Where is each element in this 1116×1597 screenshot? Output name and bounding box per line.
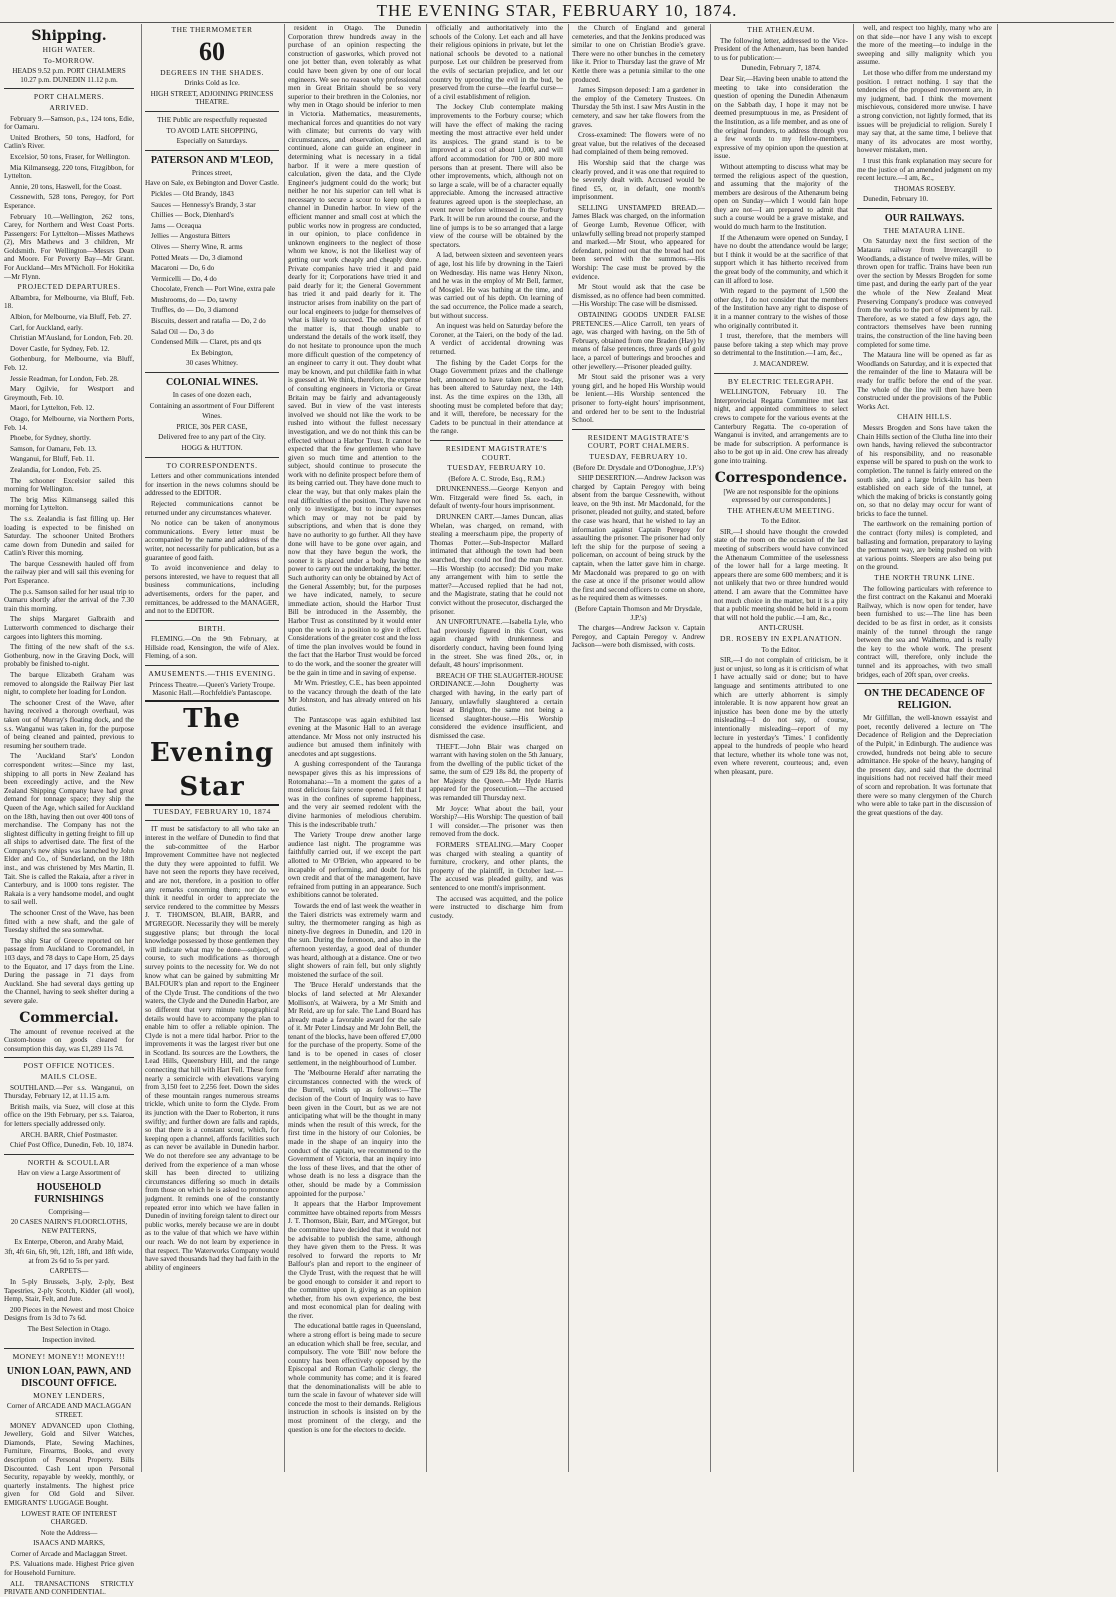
thermometer-title: THE THERMOMETER <box>171 25 253 34</box>
letter-paragraph: Let those who differ from me understand my position. I retract nothing. I say that the tendencies of the proposed movement are, in my judgment, bad. I think the movement mischievous, considered more unwise. I have a strong conviction, not lightly formed, that its issues will be prejudicial to religion. Surely I may say that, at the same time, I believe that many of its advocates are most worthy, however mistaken, men. <box>857 68 993 155</box>
union-loan-heading: UNION LOAN, PAWN, AND DISCOUNT OFFICE. <box>6 1365 132 1389</box>
article-paragraph: Mr Stout would ask that the case be dismissed, as no offence had been committed.—His Worship: The case will be dismissed. <box>572 283 705 309</box>
household-heading: HOUSEHOLD FURNISHINGS <box>34 1181 104 1205</box>
article-paragraph: The 'Bruce Herald' understands that the blocks of land selected at Mr Alexander Mollison's, at Waiwera, by a Mr Smith and Mr Reid, are up for sale. The Land Board has already made a favorable award for the sale of it. Mr Peter Lindsay and Mr John Bell, the tenant of the blocks, have been offered £7,000 for the purchase of the property. Some of the land is to be opened in cases of closer settlement, in the neighbourhood of Lumber. <box>288 981 421 1067</box>
ad-line: ISAACS AND MARKS, <box>33 1539 105 1548</box>
post-signature: ARCH. BARR, Chief Postmaster. <box>20 1130 118 1139</box>
decadence-heading: ON THE DECADENCE OF RELIGION. <box>864 688 985 712</box>
to-editor: To the Editor. <box>761 517 801 526</box>
ad-line: In 5-ply Brussels, 3-ply, 2-ply, Best Tapestries, 2-ply Scotch, Kidder (all wool), Hemp, Stair, Felt, and Jute. <box>4 1278 134 1304</box>
north-scoullar-title: NORTH & SCOULLAR <box>27 1157 111 1167</box>
wines-line: Containing an assortment of Four Different <box>149 401 275 410</box>
rm-court-date: TUESDAY, FEBRUARY 10. <box>447 463 546 473</box>
article-paragraph: The Jockey Club contemplate making improvements to the Forbury course; which will have the effect of making the racing meeting the most attractive ever held under its auspices. The grand stand is to be improved at a cost of about 1,000, and will afford accommodation for 700 or 800 more persons than at present. There will also be other improvements, which, although not on so large a scale, will be of a character equally appreciable. Among the increased attractive features agreed upon is the steeplechase, an event never before witnessed in the Forbury Park. It will be run around the course, and the line of jumps is to be so arranged that a large view of the course will be obtained by the spectators. <box>430 103 563 249</box>
letter-paragraph: SIR,—I should have thought the crowded state of the room on the occasion of the last meeting of subscribers would have convinced the Athenæum Committee of the uselessness of the lower hall for a large meeting. It appears there are some 600 members; and it is not unlikely that two or three hundred would attend. I am aware that the Committee have not much choice in the matter, but it is a pity that a public meeting should be held in a room that will not hold the public.—I am, &c., <box>714 527 848 622</box>
letter-paragraph: Dear Sir,—Having been unable to attend the meeting to take into consideration the question of opening the Dunedin Athenæum on the Sabbath day, I hope it may not be deemed presumptuous in me, as President of the Institution, as a life member, and as one of the original founders, to address through you a few words to my fellow-members, expressive of my opinion upon the question at issue. <box>714 74 848 161</box>
port-chalmers-title: PORT CHALMERS. <box>33 92 105 102</box>
article-paragraph: A lad, between sixteen and seventeen years of age, lost his life by drowning in the Taieri on Wednesday. His name was Henry Nixon, and he was in the employ of Mr Bell, farmer, of Mosgiel. He was bathing at the time, and was carried out of his depth. On learning of the sad occurrence, the Police made a search, but without success. <box>430 251 563 320</box>
article-paragraph: The fishing by the Cadet Corps for the Otago Government prizes and the challenge belt, announced to have taken place to-day, has been altered to Saturday next, the 14th inst. As the time expires on the 13th, all shooting must be completed before that day; and it will, therefore, be necessary for the Cadets to be punctual in their attendance at the range. <box>430 358 563 436</box>
high-water-title: HIGH WATER. <box>42 45 96 54</box>
paterson-line: Olives — Sherry Wine, R. arms <box>151 242 243 251</box>
commercial-text: The amount of revenue received at the Custom-house on goods cleared for consumption this day, was £1,289 11s 7d. <box>4 1027 134 1053</box>
paterson-heading: PATERSON AND M'LEOD, <box>150 154 274 166</box>
ad-line: ALL TRANSACTIONS STRICTLY PRIVATE AND CONFIDENTIAL. <box>4 1579 134 1597</box>
notice-line: Especially on Saturdays. <box>176 137 248 146</box>
rm-court-before: (Before A. C. Strode, Esq., R.M.) <box>448 474 545 483</box>
shipping-entry: Mia Kilmansegg, 220 tons, Fitzgibbon, for Lyttelton. <box>4 163 134 181</box>
paterson-line: Have on Sale, ex Bebington and Dover Castle. <box>145 179 279 188</box>
divider <box>857 683 992 684</box>
departure-entry: Maori, for Lyttelton, Feb. 12. <box>10 404 95 413</box>
shipping-news: The s.s. Zealandia is fast filling up. Her loading is expected to be finished on Saturday. The schooner United Brothers came down from Dunedin and sailed for Catlin's River this morning. <box>4 514 134 558</box>
shipping-entry: Cessnewith, 528 tons, Peregoy, for Port Esperance. <box>4 193 134 210</box>
divider <box>145 457 279 458</box>
ad-line: CARPETS— <box>49 1267 89 1276</box>
court-case: THEFT.—John Blair was charged on warrant with having stolen on the 5th January, from the dwelling of the public ticket of the same, the sum of £29 18s 8d, the property of her Majesty the Queen.—Mr Hyde Harris appeared for the prosecution.—The accused was remanded till Thursday next. <box>430 742 563 803</box>
wines-line: PRICE, 30s PER CASE, <box>176 422 248 431</box>
ad-line: 3ft, 4ft 6in, 6ft, 9ft, 12ft, 18ft, and 18ft wide, at from 2s 6d to 5s per yard. <box>4 1248 134 1265</box>
shipping-news: The barque Elizabeth Graham was removed to alongside the Railway Pier last night, to complete her loading for London. <box>4 671 134 697</box>
ad-subtitle: Hav on view a Large Assortment of <box>17 1169 121 1178</box>
departure-entry: Otago, for Melbourne, via Northern Ports, Feb. 14. <box>4 414 134 432</box>
letter-signature: J. MACANDREW. <box>753 359 809 368</box>
shipping-news: The barque Cessnewith hauled off from the railway pier and will sail this evening for Port Esperance. <box>4 559 134 586</box>
pc-court-before: (Before Dr. Drysdale and O'Donoghue, J.P.'s) <box>573 463 704 472</box>
ad-line: Note the Address— <box>40 1528 98 1537</box>
railway-paragraph: The Mataura line will be opened as far as Woodlands on Saturday, and it is expected that the remainder of the line to Mataura will be ready for traffic before the end of the year. The whole of the line will then have been constructed under the provisions of the Public Works Act. <box>857 351 992 411</box>
article-paragraph: His Worship said that the charge was clearly proved, and it was one that required to be severely dealt with. Accused would be fined £5, or, in default, one month's imprisonment. <box>572 158 705 202</box>
article-paragraph: resident in Otago. The Dunedin Corporation threw hundreds away in the purchase of an opinion respecting the construction of gasworks, which proved not one jot better than, even tolerably as what could have been given by one of our local engineers. We see no reason why professional men in Great Britain should be so very superior to their brethren in the Colonies, nor why men in Otago should be inferior to men in Victoria. Mathematics, measurements, mechanical forces and quantities do not vary with climate; but currents do vary with circumstances, and observation, close, and continued, alone can guide an engineer in determining what is necessary in a tidal harbor. If it were a mere question of calculation, given the data, and the Clyde Engineer's judgment could do the work; but neither he nor his superior can tell what is necessary to secure a scour to keep open a channel in Dunedin harbor. In view of the efficient manner and small cost at which the public works now in progress are conducted, in our opinion, to place confidence in unknown engineers to the neglect of those whom we know, is not the likeliest way of getting our work cheaply and cheaply done. Private companies have tried it and paid dearly for it; Corporations have tried it and paid dearly for it; the General Government has tried it and paid dearly for it. The instructor arises from inability on the part of our local engineers to judge for themselves of what is likely to succeed. The oddest part of the matter is, that though unable to understand the details of the work itself, they do not hesitate to pronounce upon the much more difficult question of the competency of an engineer to carry it out. They doubt what may be known, and put childlike faith in what is guessed at. We think, therefore, the expense of consulting engineers in Victoria or Great Britain may be fairly and advantageously saved. But in view of the vast interests involved we should not like the work to be rushed into without the fullest necessary investigation, and we do not think this can be effected without a Harbor Trust. It cannot be expected that the few gentlemen who have given so much time and attention to the subject, should continue to prosecute the work with no definite prospect before them of its being carried out. They have done much to clear the way, but that only makes plain the real difficulties of the position. They have not only to investigate, but to incur expenses which may or may not be paid by subscriptions, and when that is done they have no authority to go further. All they have done will have to be gone over again, and now that they have begun the work, the sooner it is placed under a body having the power to carry out the undertaking, the better. Such authority can only be obtained by Act of the General Assembly; but, for the purposes we have indicated, namely, to secure immediate action, should the Harbor Trust Bill be introduced in the Assembly, the Harbor Trust as constituted by it would enter upon the work in a position to give it effect. Considerations of the greater cost and the loss of time the plan involves would be found in the fact that the Harbor Trust would be forced to do the work, and the sooner the greater will be the gain in time and in saving of expense. <box>288 24 421 677</box>
divider <box>145 150 279 151</box>
court-case: DRUNKEN CART.—James Duncan, alias Whelan, was charged, on remand, with stealing a meerschaum pipe, the property of Thomas Potter.—Sub-Inspector Mallard intimated that although the town had been searched, they could not find the man Potter.—His Worship (to accused): Did you make any arrangement with him to settle the matter?—Accused replied that he had not, and the Magistrate, stating that he could not convict without the prosecutor, discharged the prisoner. <box>430 513 563 616</box>
paterson-line: Chocolate, French — Port Wine, extra pale <box>151 285 276 294</box>
wines-line: Wines. <box>202 412 222 421</box>
correspondents-line: To avoid inconvenience and delay to persons interested, we have to request that all business communications, including advertisements, orders for the paper, and remittances, be addressed to the MANAGER, and not to the EDITOR. <box>145 564 279 616</box>
paterson-line: Jellies — Angostura Bitters <box>151 232 231 241</box>
letter-signature: THOMAS ROSEBY. <box>893 184 956 193</box>
wines-line: In cases of one dozen each, <box>172 391 252 400</box>
letter-paragraph: Without attempting to discuss what may be termed the religious aspect of the question, and assuming that the majority of the members are desirous of the Athenæum being open on Sunday—which I would fain hope they are not—I am prepared to admit that such a course would be a grave mistake, and would do much harm to the Institution. <box>714 162 848 232</box>
ad-line: MONEY ADVANCED upon Clothing, Jewellery, Gold and Silver Watches, Diamonds, Plate, Sewing Machines, Furniture, Firearms, Books, and every description of Personal Property. Bills Discounted. Cash Lent upon Personal Security, repayable by weekly, monthly, or quarterly instalments. The highest price given for Old Gold and Silver. EMIGRANTS' LUGGAGE Bought. <box>4 1421 134 1507</box>
letter-dateline: Dunedin, February 7, 1874. <box>741 64 821 73</box>
money-title: MONEY! MONEY!! MONEY!!! <box>12 1352 126 1362</box>
article-paragraph: Mr Stout said the prisoner was a very young girl, and he hoped His Worship would be lenient.—His Worship sentenced the prisoner to forty-eight hours' imprisonment, and ordered her to be sent to the Industrial School. <box>572 373 705 425</box>
shipping-news: The schooner Crest of the Wave, has been fitted with a new shaft, and the gale of Tuesday shifted the sea somewhat. <box>4 909 134 935</box>
railway-paragraph: On Saturday next the first section of the Mataura railway from Invercargill to Woodlands, a distance of twelve miles, will be thrown open for traffic. Trains have been run over the section by Messrs Brogden for some time past, and during the early part of the year the whole of the New Zealand Meat Preserving Company's produce was conveyed from the works to the port of shipment by rail. Therefore, as we stated a few days ago, the contractors themselves have been running trains, the construction of the line having been completed for some time. <box>857 237 992 349</box>
divider <box>4 1154 134 1155</box>
paterson-sub: Princes street, <box>191 168 233 177</box>
divider <box>4 1348 134 1349</box>
issue-date: TUESDAY, FEBRUARY 10, 1874 <box>153 806 271 816</box>
telegraph-heading: BY ELECTRIC TELEGRAPH. <box>727 376 835 386</box>
court-case: AN UNFORTUNATE.—Isabella Lyle, who had previously figured in this Court, was again charged with drunkenness and disorderly conduct, having been found lying in the street. She was fined 20s., or, in default, 48 hours' imprisonment. <box>430 618 563 670</box>
court-case: The accused was acquitted, and the police were instructed to discharge him from custody. <box>430 894 563 920</box>
letter-paragraph: well, and respect too highly, many who are on that side—nor have I any wish to except the more of the meeting—to indulge in the sweeping and silly malignity which you assume. <box>857 24 992 67</box>
correspondents-line: No notice can be taken of anonymous communications. Every letter must be accompanied by the name and address of the writer, not necessarily for publication, but as a guarantee of good faith. <box>145 519 279 562</box>
shipping-news: The brig Miss Kilmansegg sailed this morning for Lyttelton. <box>4 495 134 513</box>
article-paragraph: The educational battle rages in Queensland, where a strong effort is being made to secure an education which shall be free, secular, and compulsory. The vote 'Bill' now before the country has been effectively opposed by the Episcopal and Roman Catholic clergy, the whole community has come; and it is feared that the denominationalists will be able to turn the scale in favour of whatever side will concede the most to their demands. Religious instruction in schools is insisted on by the most prominent of the clergy, and the question is one for the electors to decide. <box>288 1322 421 1434</box>
birth-heading: BIRTH. <box>198 623 226 633</box>
to-editor: To the Editor. <box>761 645 801 654</box>
paterson-line: 30 cases Whitney. <box>186 359 238 368</box>
divider <box>145 820 279 821</box>
shipping-news: The ship Star of Greece reported on her passage from Auckland to Coromandel, in 103 days, and 78 days to Cape Horn, 25 days to the Equator, and 17 days from the Line. During the passage in 71 days from Auckland. She had several days getting up the Channel, having to seek shelter during a severe gale. <box>4 936 134 1005</box>
ad-line: LOWEST RATE OF INTEREST CHARGED. <box>21 1509 117 1527</box>
court-case: SHIP DESERTION.—Andrew Jackson was charged by Captain Peregoy with being absent from the barque Cessnewith, without leave, on the 9th inst. Mr Macdonald, for the prisoner, pleaded not guilty, and stated, before the case was heard, that he wished to lay an information against Captain Peregoy for assaulting the prisoner. The prisoner had only left the ship for the purpose of seeing a policeman, on account of being struck by the captain, when the latter gave him in charge. Mr Macdonald was prepared to go on with the case at once if the prisoner would allow the first and second officers to come on shore, as he required them as witnesses. <box>572 474 705 603</box>
railways-heading: OUR RAILWAYS. <box>884 212 965 224</box>
letter-paragraph: With regard to the payment of 1,500 the other day, I do not consider that the members of the Institution have any right to dispose of it in a manner contrary to the wishes of those who originally contributed it. <box>714 287 848 330</box>
colonial-wines-heading: COLONIAL WINES. <box>165 377 259 389</box>
notice-line: THE Public are respectfully requested <box>157 115 267 124</box>
ad-line: 200 Pieces in the Newest and most Choice Designs from 1s 3d to 7s 6d. <box>4 1305 134 1323</box>
degrees-number: 60 <box>199 36 225 66</box>
ad-line: Inspection invited. <box>42 1335 96 1344</box>
mails-close-label: MAILS CLOSE. <box>40 1071 98 1081</box>
paterson-line: Chillies — Bock, Dienhard's <box>151 211 234 220</box>
mataura-subheading: THE MATAURA LINE. <box>883 225 966 235</box>
divider <box>4 88 134 89</box>
divider <box>4 1057 134 1058</box>
article-paragraph: Towards the end of last week the weather in the Taieri districts was extremely warm and sultry, the thermometer ranging as high as ninety-five degrees in Dunedin, and 120 in the sun. During the forenoon, and also in the afternoon yesterday, a good deal of thunder was heard, although at a distance. One or two slight showers of rain fell, but only slightly moistened the surface of the soil. <box>288 901 421 979</box>
paterson-line: Mushrooms, do — Do, tawny <box>151 295 237 304</box>
article-paragraph: OBTAINING GOODS UNDER FALSE PRETENCES.—Alice Carroll, ten years of age, was charged with having, on the 5th of February, obtained from one Braden (Hay) by means of false pretences, three yards of gold lace, a parcel of butterings and brooches and other jewellery.—Prisoner pleaded guilty. <box>572 311 705 371</box>
article-paragraph: Cross-examined: The flowers were of no great value, but the relatives of the deceased had complained of them being removed. <box>572 131 705 157</box>
drinks-line: Drinks Cold as Ice. <box>184 79 240 88</box>
letter-dateline: Dunedin, February 10. <box>863 195 929 204</box>
departure-entry: Gothenburg, for Melbourne, via Bluff, Feb. 12. <box>4 355 134 372</box>
pc-court-heading: RESIDENT MAGISTRATE'S COURT, PORT CHALMERS. <box>587 432 690 451</box>
shipping-entry: February 10.—Wellington, 262 tons, Carey, for Northern and West Coast Ports. Passengers: For Lyttelton—Misses Mathews (2), Mrs Mathews and 3 children, Mr Goldsmith. For Wellington—Messrs Dean and Moore. For Poverty Bay—Mr Grant. For Auckland—Mrs M'Nicholl. For Hokitika—Mr Flynn. <box>4 212 134 281</box>
departure-entry: Carl, for Auckland, early. <box>10 323 83 332</box>
divider <box>857 208 992 209</box>
shipping-heading: Shipping. <box>31 28 107 44</box>
column-news-3 <box>568 24 708 1472</box>
ad-line: Corner of ARCADE AND MACLAGGAN STREET. <box>6 1402 132 1419</box>
paterson-line: Biscuits, dessert and ratafia — Do, 2 do <box>151 317 266 326</box>
pc-court-date: TUESDAY, FEBRUARY 10. <box>589 451 688 461</box>
paterson-line: Ex Bebington, <box>191 348 233 357</box>
commercial-heading: Commercial. <box>19 1009 119 1026</box>
divider <box>714 373 848 374</box>
telegraph-text: WELLINGTON, February 10. The Interprovincial Regatta Committee met last night, and appointed committees to select crews to compete for the various events at the Canterbury Regatta. The co-operation of Wanganui is invited, and arrangements are to be made for subscription. A performance is also to be got up in aid. One crew has already gone into training. <box>714 388 848 465</box>
correspondents-line: Letters and other communications intended for insertion in the news columns should be addressed to the EDITOR. <box>145 472 279 498</box>
rm-court-heading: RESIDENT MAGISTRATE'S COURT. <box>445 443 548 462</box>
degrees-sub: DEGREES IN THE SHADES. <box>160 67 264 77</box>
court-before: (Before Captain Thomson and Mr Drysdale, J.P.'s) <box>574 605 703 622</box>
column-news-2 <box>426 24 566 1472</box>
wines-line: Delivered free to any part of the City. <box>158 433 266 442</box>
article-paragraph: A gushing correspondent of the Tauranga newspaper gives this as his impressions of Rotomahana:—'In a moment the gates of a most delicious fairy scene opened. I felt that I was in the confines of supreme happiness, and the very air seemed redolent with the divine harmonies of melodious cherubim. This is the indescribable truth.' <box>288 760 421 829</box>
paterson-line: Pickles — Old Brandy, 1843 <box>151 189 234 198</box>
article-paragraph: The Pantascope was again exhibited last evening at the Masonic Hall to an average attendance. Mr Moss not only instructed his audience but amused them infinitely with anecdotes and apt suggestions. <box>288 715 421 758</box>
railway-paragraph: The earthwork on the remaining portion of the contract (forty miles) is completed, and ballasting and formation, preparatory to laying the permanent way, are being pushed on with at various points. Sleepers are also being put on the ground. <box>857 520 992 572</box>
column-news-1 <box>284 24 424 1472</box>
article-paragraph: The 'Melbourne Herald' after narrating the circumstances connected with the wreck of the Burrell, winds up as follows:—'The decision of the Court of Inquiry was to have been given in the Court, but as we are not anticipating what will be the thought in many minds when the result of this wreck, for the first time in the history of our Colonies, be made in the shape of an inquiry into the conduct of the captain, we recommend to the Government of Victoria, that an inquiry into the loss of these lives, and that the other of whose death is no less a disgrace than the other, should be made by a Commission appointed for the purpose.' <box>288 1069 421 1198</box>
ad-line: The Best Selection in Otago. <box>27 1325 111 1333</box>
shipping-entry: Annie, 20 tons, Haswell, for the Coast. <box>10 182 122 191</box>
ad-line: P.S. Valuations made. Highest Price given for Household Furniture. <box>4 1560 134 1578</box>
ad-line: Comprising— <box>48 1207 90 1216</box>
tide-times: HEADS 9.52 p.m. PORT CHALMERS 10.27 p.m. DUNEDIN 11.12 p.m. <box>12 67 126 84</box>
masthead: THE EVENING STAR, FEBRUARY 10, 1874. <box>0 0 1114 23</box>
roseby-heading: DR. ROSEBY IN EXPLANATION. <box>719 634 843 643</box>
divider <box>430 440 563 441</box>
letter-paragraph: I trust this frank explanation may secure for me the justice of an amended judgment on my recent lecture.—I am, &c., <box>857 156 992 183</box>
column-continuation <box>997 24 1116 1472</box>
amusements-heading: AMUSEMENTS.—THIS EVENING. <box>148 669 276 679</box>
paterson-line: Jams — Oceaqua <box>151 221 202 230</box>
correspondents-heading: TO CORRESPONDENTS. <box>166 460 258 470</box>
departure-entry: Mary Ogilvie, for Westport and Greymouth, Feb. 10. <box>4 385 134 402</box>
departure-entry: Albion, for Melbourne, via Bluff, Feb. 27. <box>10 313 132 322</box>
court-case: FORMERS STEALING.—Mary Cooper was charged with stealing a quantity of furniture, crockery, and other plants, the property of the plaintiff, in October last.—The accused was pleaded guilty, and was sentenced to one month's imprisonment. <box>430 841 563 892</box>
divider <box>145 111 279 112</box>
letter-paragraph: I trust, therefore, that the members will pause before taking a step which may prove so detrimental to the Institution.—I am, &c., <box>714 332 848 358</box>
paterson-line: Sauces — Hennessy's Brandy, 3 star <box>151 200 256 209</box>
shipping-news: The p.s. Samson sailed for her usual trip to Oamaru shortly after the arrival of the 7.30 train this morning. <box>4 587 134 613</box>
shipping-news: The schooner Crest of the Wave, after having received a thorough overhaul, was taken out of Murray's floating dock, and the s.s. Wanganui was taken in, for the purpose of being cleaned and painted, previous to resuming her southern trade. <box>4 698 134 750</box>
post-entry: SOUTHLAND.—Per s.s. Wanganui, on Thursday, February 12, at 11.15 a.m. <box>4 1083 134 1101</box>
departure-entry: Phoebe, for Sydney, shortly. <box>10 434 91 443</box>
departure-entry: Dover Castle, for Sydney, Feb. 12. <box>10 344 110 353</box>
paterson-line: Potted Meats — Do, 3 diamond <box>151 253 243 262</box>
departure-entry: Jessie Readman, for London, Feb. 28. <box>10 374 119 383</box>
departure-entry: Wanganui, for Bluff, Feb. 11. <box>10 455 95 464</box>
post-office-title: POST OFFICE NOTICES. <box>23 1061 115 1071</box>
article-paragraph: officially and authoritatively into the schools of the Colony. Let each and all have their religious opinions in private, but let the national schools be devoted to a national purpose. Let our children be preserved from the evils of sectarian prejudice, and let our country by uprooting the evil in the bud, be preserved from the curse—the fearful curse—of a civil establishment of religion. <box>430 24 563 101</box>
article-paragraph: Mr Wm. Priestley, C.E., has been appointed to the vacancy through the death of the late Mr Johnston, and has already entered on his duties. <box>288 679 421 713</box>
article-paragraph: The Variety Troupe drew another large audience last night. The programme was faithfully carried out, if we except the part allotted to Mr O'Brien, who appeared to be incapable of performing, and doubt for his own credit and that of the management, have refrained from putting in an appearance. Such exhibitions cannot be tolerated. <box>288 831 421 900</box>
hotel-line: HIGH STREET, ADJOINING PRINCESS THEATRE. <box>150 89 274 107</box>
railway-paragraph: Messrs Brogden and Sons have taken the Chain Hills section of the Clutha line into their own hands, having relieved the subcontractor of his responsibility, and no reasonable expense will be spared to push on the work to completion. The tunnel is fairly entered on the south side, and a large brick-kiln has been established on each side of the tunnel, at which the making of bricks is constantly going on, so that no delay may occur for want of bricks to face the tunnel. <box>857 423 992 518</box>
decadence-paragraph: Mr Gilfillan, the well-known essayist and poet, recently delivered a lecture on 'The Decadence of Religion and the Depreciation of the Pulpit,' in Edinburgh. The audience was crowded, hundreds not being able to secure admittance. He spoke of the heavy, hanging of the present day, and said that the doctrinal inquisitions had not received half their meed of scorn and reprobation. It was fortunate that there were so many clergymen of the Church who were able to take part in the discussion of the great questions of the day. <box>857 714 992 817</box>
article-paragraph: James Simpson deposed: I am a gardener in the employ of the Cemetery Trustees. On Thursday the 5th inst. I saw Mrs Austin in the cemetery, and saw her take flowers from the graves. <box>572 86 705 129</box>
ad-line: Ex Enterpe, Oberon, and Araby Maid, <box>14 1237 124 1246</box>
athenaeum-meeting-heading: THE ATHENÆUM MEETING. <box>727 505 835 515</box>
paterson-line: Salad Oil — Do, 3 do <box>151 327 214 336</box>
shipping-news: The schooner Excelsior sailed this morning for Wellington. <box>4 476 134 494</box>
columns <box>4 24 1112 1597</box>
letter-signature: ANTI-CRUSH. <box>758 624 804 633</box>
column-shipping <box>4 24 137 1597</box>
shipping-news: The 'Auckland Star's' London correspondent writes:—Since my last, shipping to all ports in New Zealand has been exceedingly active, and the New Zealand Shipping Company have had great demand for tonnage space; they ship the Queen of the Age, which sailed for Auckland on the 18th, having then out over 400 tons of merchandise. The Company has not the slightest difficulty in getting freight to fill up all ships to advertised date. The first of the Company's new ships was launched by John Elder and Co., of Sunderland, on the 18th inst., and was christened by Mrs Martin, Il. Tait. She is called the Rakaia, after a river in Canterbury, and is 1000 tons register. The Rakaia is a very handsome model, and ought to sail well. <box>4 752 134 907</box>
paterson-line: Vermicelli — Do, 4 do <box>151 274 217 283</box>
notice-line: TO AVOID LATE SHOPPING, <box>166 126 258 135</box>
north-trunk-subheading: THE NORTH TRUNK LINE. <box>874 573 975 583</box>
amusements-text: Princess Theatre.—Queen's Variety Troupe. Masonic Hall.—Rochfeldie's Pantascope. <box>149 680 275 698</box>
paterson-line: Truffles, do — Do, 3 diamond <box>151 306 239 315</box>
correspondence-note: [We are not responsible for the opinions expressed by our correspondents.] <box>723 487 839 505</box>
birth-text: FLEMING.—On the 9th February, at Hillside road, Kensington, the wife of Alex. Fleming, of a son. <box>145 635 279 661</box>
money-lenders: MONEY LENDERS, <box>33 1390 105 1400</box>
article-paragraph: the Church of England and general cemeteries, and that the Jenkins produced was similar to one on Christian Brodie's grave. There were no other bunches in the cemetery like it. Prior to Thursday last the grave of Mr Kettle there was a petunia similar to the one produced. <box>572 24 705 84</box>
shipping-news: The fitting of the new shaft of the s.s. Gothenburg, now in the Graving Dock, will probably be finished to-night. <box>4 643 134 669</box>
departure-entry: Samson, for Oamaru, Feb. 13. <box>10 444 97 453</box>
projected-departures-title: PROJECTED DEPARTURES. <box>17 282 121 292</box>
ad-line: Corner of Arcade and Maclaggan Street. <box>10 1549 128 1558</box>
article-paragraph: An inquest was held on Saturday before the Coroner, at the Taieri, on the body of the lad. A verdict of accidental drowning was returned. <box>430 322 563 356</box>
leader-article: IT must be satisfactory to all who take an interest in the welfare of Dunedin to find that the sub-committee of the Harbor Improvement Committee have not neglected the duty they were appointed to fulfil. We have not seen the reports they have received, and are not, therefore, in a position to offer any remarks concerning them; nor do we think it needful in order to appreciate the service rendered to the committee by Messrs J. T. THOMSON, BLAIR, BARR, and M'GREGOR. Necessarily they will be merely suggestive plans; but through the local knowledge possessed by those gentlemen they will indicate what may be done—subject, of course, to such modifications as thorough survey points to the necessity for. We do not know what can be gained by submitting Mr BALFOUR's plan and report to the Engineer of the Clyde Trust. The conditions of the two waters, the Clyde and the Dunedin Harbor, are so different that very minute topographical details would have to accompany the plan to enable him to offer a reliable opinion. The Clyde is not a mere tidal harbor. Prior to the improvements it was the largest river but one in Scotland. Its sources are the Lowthers, the Lead Hills, Queensbury Hill, and the range connecting that hill with Hart Fell. These form nearly a semicircle with elevations varying from 3,150 feet to 2,256 feet. Down the sides of these mountain ranges numerous streams trickle, which unite to form the Clyde. From its junction with the Daer to Roberton, it runs swiftly; and further down are falls and rapids, so that there is a constant scour, which, for keeping open a channel, affords facilities such as can never be available in Dunedin harbor. We do not therefore see any advantage to be derived from the experience of a man whose skill has been directed to utilizing circumstances differing so much in details from those on which he is asked to pronounce judgment. It reminds one of the constantly repeated error into which we have fallen in Dunedin of inviting foreign talent to direct our public works, merely because we are in doubt as to the value of that which we have within our reach. We do not learn by experience in that respect. The Waterworks Company would have saved thousands had they had faith in the ability of engineers <box>145 825 280 1272</box>
evening-star-banner: The Evening Star <box>145 700 279 806</box>
divider <box>145 665 279 666</box>
departure-entry: Zealandia, for London, Feb. 25. <box>10 465 102 474</box>
paterson-line: Macaroni — Do, 6 do <box>151 264 215 273</box>
departure-entry: Christian M'Ausland, for London, Feb. 20. <box>10 334 133 343</box>
letter-paragraph: The following letter, addressed to the Vice-President of the Athenæum, has been handed to us for publication:— <box>714 36 848 62</box>
railway-paragraph: The following particulars with reference to the first contract on the Kakanui and Moeraki Railway, which is now open for tender, have been furnished to us:—The line has been decided to be as first in order, as it consists mainly of the tunnel through the range between the sea and Waihemo, and is really the key to the whole work. The present contract will, therefore, only include the tunnel and its approaches, with two small bridges, each of 20ft span, over creeks. <box>857 584 992 679</box>
court-case: BREACH OF THE SLAUGHTER-HOUSE ORDINANCE.—John Dougherty was charged with having, in the early part of January, unlawfully slaughtered a certain beast at Brighton, the same not being a licensed slaughter-house.—His Worship considered the evidence insufficient, and dismissed the case. <box>430 671 563 740</box>
shipping-entry: United Brothers, 50 tons, Hadford, for Catlin's River. <box>4 133 134 151</box>
departure-entry: Albambra, for Melbourne, via Bluff, Feb. 18. <box>4 293 134 311</box>
article-paragraph: It appears that the Harbor Improvement committee have obtained reports from Messrs J. T. Thomson, Blair, Barr, and M'Gregor, but the committee have decided that it would not be advisable to publish the same, although they have given them to the Press. It was resolved to forward the reports to Mr Balfour's plan and report to the engineer of the Clyde Trust, with the request that he will be good enough to consider it and report to the committee upon it, giving as an opinion whether, from his own experience, the best and most economical plan for dealing with the river. <box>288 1200 421 1320</box>
article-paragraph: SELLING UNSTAMPED BREAD.—James Black was charged, on the information of George Lumb, Revenue Officer, with unlawfully selling bread not properly stamped and marked.—Mr Stout, who appeared for defendant, pointed out that the bread had not been served with the summons.—His Worship: The case must be proved by the evidence. <box>572 203 705 281</box>
column-athenaeum <box>710 24 851 1472</box>
column-ads-leader <box>141 24 282 1472</box>
post-entry: British mails, via Suez, will close at this office on the 19th February, per s.s. Taiaroa, for letters specially addressed only. <box>4 1102 134 1128</box>
athenaeum-heading: THE ATHENÆUM. <box>747 25 815 34</box>
chain-hills-subheading: CHAIN HILLS. <box>897 412 952 422</box>
divider <box>145 620 279 621</box>
letter-paragraph: SIR,—I do not complain of criticism, be it just or unjust, so long as it is criticism of what I have actually said or done; but to have language and sentiments attributed to one which are utterly abhorrent is simply intolerable. It is now apparent how great an injustice has been done me by the utterly misleading—I do not say, of course, intentionally misleading—report of my lecture in yesterday's 'Times.' I confidently appeal to the hundreds of people who heard that lecture, whether its whole tone was not, even where reverent, courteous; and, even when pleasant, pure. <box>714 656 848 776</box>
correspondents-line: Rejected communications cannot be returned under any circumstances whatever. <box>145 499 279 517</box>
divider <box>572 429 705 430</box>
tomorrow-label: To-MORROW. <box>43 55 95 65</box>
court-case: Mr Joyce: What about the bail, your Worship?—His Worship: The question of bail I will consider.—The prisoner was then removed from the dock. <box>430 804 563 839</box>
court-case: The charges—Andrew Jackson v. Captain Peregoy, and Captain Peregoy v. Andrew Jackson—were both dismissed, with costs. <box>572 624 705 650</box>
ad-line: 20 CASES NAIRN'S FLOORCLOTHS, NEW PATTERNS, <box>10 1218 128 1236</box>
shipping-entry: Excelsior, 50 tons, Fraser, for Wellington. <box>10 152 130 161</box>
shipping-news: The ships Margaret Galbraith and Lutterworth commenced to discharge their cargoes into lighters this morning. <box>4 615 134 641</box>
court-case: DRUNKENNESS.—George Kenyon and Wm. Fitzgerald were fined 5s. each, in default of twenty-four hours imprisonment. <box>430 485 563 511</box>
divider <box>145 372 279 373</box>
arrived-label: ARRIVED. <box>49 102 89 112</box>
column-railways <box>853 24 995 1472</box>
correspondence-heading: Correspondence. <box>714 469 848 486</box>
paterson-line: Condensed Milk — Claret, pts and qts <box>151 338 262 347</box>
letter-paragraph: If the Athenæum were opened on Sunday, I have no doubt the attendance would be large; but I think it would be at the sacrifice of that support which it has hitherto received from the great body of the community, and which it can ill afford to lose. <box>714 233 848 285</box>
shipping-entry: February 9.—Samson, p.s., 124 tons, Edie, for Oamaru. <box>4 114 134 132</box>
post-dateline: Chief Post Office, Dunedin, Feb. 10, 1874. <box>10 1141 134 1150</box>
wines-line: HOGG & HUTTON. <box>181 444 243 452</box>
